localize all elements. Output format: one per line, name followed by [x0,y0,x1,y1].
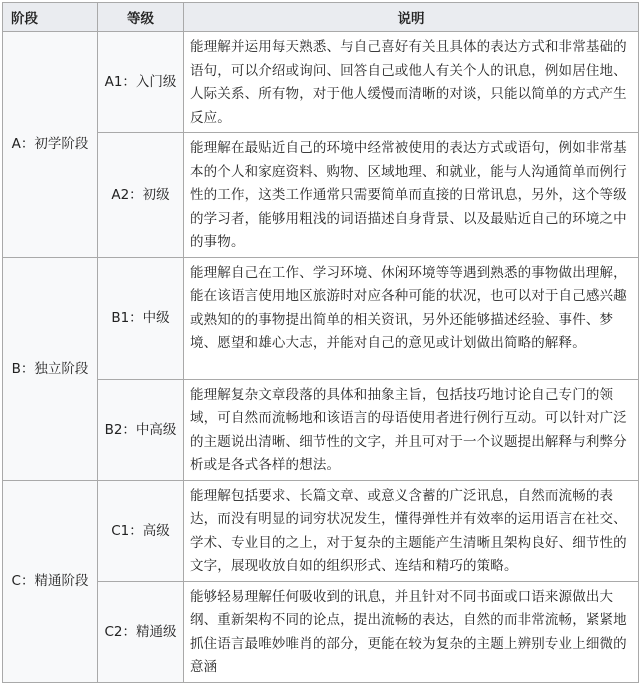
level-cell-a1: A1：入门级 [98,32,184,133]
header-description: 说明 [184,3,639,32]
table-header [3,3,639,32]
stage-cell-c: C：精通阶段 [3,480,98,682]
description-cell-c1: 能理解包括要求、长篇文章、或意义含蓄的广泛讯息，自然而流畅的表达，而没有明显的词穷状况发生，懂得弹性并有效率的运用语言在社交、学术、专业目的之上，对于复杂的主题能产生清晰且架构良好、细节性的文字，展现收放自如的组织形式、连结和精巧的策略。 [184,480,639,581]
description-cell-a1: 能理解并运用每天熟悉、与自己喜好有关且具体的表达方式和非常基础的语句，可以介绍或询问、回答自己或他人有关个人的讯息，例如居住地、人际关系、所有物，对于他人缓慢而清晰的对谈，只能以简单的方式产生反应。 [184,32,639,133]
header-stage: 阶段 [3,3,98,32]
table-row [3,32,639,133]
table-row [3,257,639,379]
stage-cell-a: A：初学阶段 [3,32,98,258]
header-level: 等级 [98,3,184,32]
description-cell-a2: 能理解在最贴近自己的环境中经常被使用的表达方式或语句，例如非常基本的个人和家庭资料、购物、区域地理、和就业，能与人沟通简单而例行性的工作，这类工作通常只需要简单而直接的日常讯息，另外，这个等级的学习者，能够用粗浅的词语描述自身背景、以及最贴近自己的环境之中的事物。 [184,133,639,258]
description-cell-b2: 能理解复杂文章段落的具体和抽象主旨，包括技巧地讨论自己专门的领域，可自然而流畅地和该语言的母语使用者进行例行互动。可以针对广泛的主题说出清晰、细节性的文字，并且可对于一个议题提出解释与利弊分析或是各式各样的想法。 [184,379,639,480]
level-cell-c2: C2：精通级 [98,581,184,682]
table-row [3,379,639,480]
stage-cell-b: B：独立阶段 [3,257,98,480]
header-row [3,3,639,32]
level-cell-b1: B1：中级 [98,257,184,379]
level-cell-c1: C1：高级 [98,480,184,581]
table-row [3,480,639,581]
cefr-table-container [2,2,638,683]
description-cell-b1: 能理解自己在工作、学习环境、休闲环境等等遇到熟悉的事物做出理解，能在该语言使用地区旅游时对应各种可能的状况，也可以对于自己感兴趣或熟知的的事物提出简单的相关资讯，另外还能够描述经验、事件、梦境、愿望和雄心大志，并能对自己的意见或计划做出简略的解释。 [184,257,639,379]
table-row [3,133,639,258]
table-body [3,32,639,683]
table-row [3,581,639,682]
level-cell-b2: B2：中高级 [98,379,184,480]
level-cell-a2: A2：初级 [98,133,184,258]
description-cell-c2: 能够轻易理解任何吸收到的讯息，并且针对不同书面或口语来源做出大纲、重新架构不同的论点，提出流畅的表达，自然的而非常流畅，紧紧地抓住语言最唯妙唯肖的部分，更能在较为复杂的主题上辨别专业上细微的意涵 [184,581,639,682]
cefr-levels-table [2,2,639,683]
